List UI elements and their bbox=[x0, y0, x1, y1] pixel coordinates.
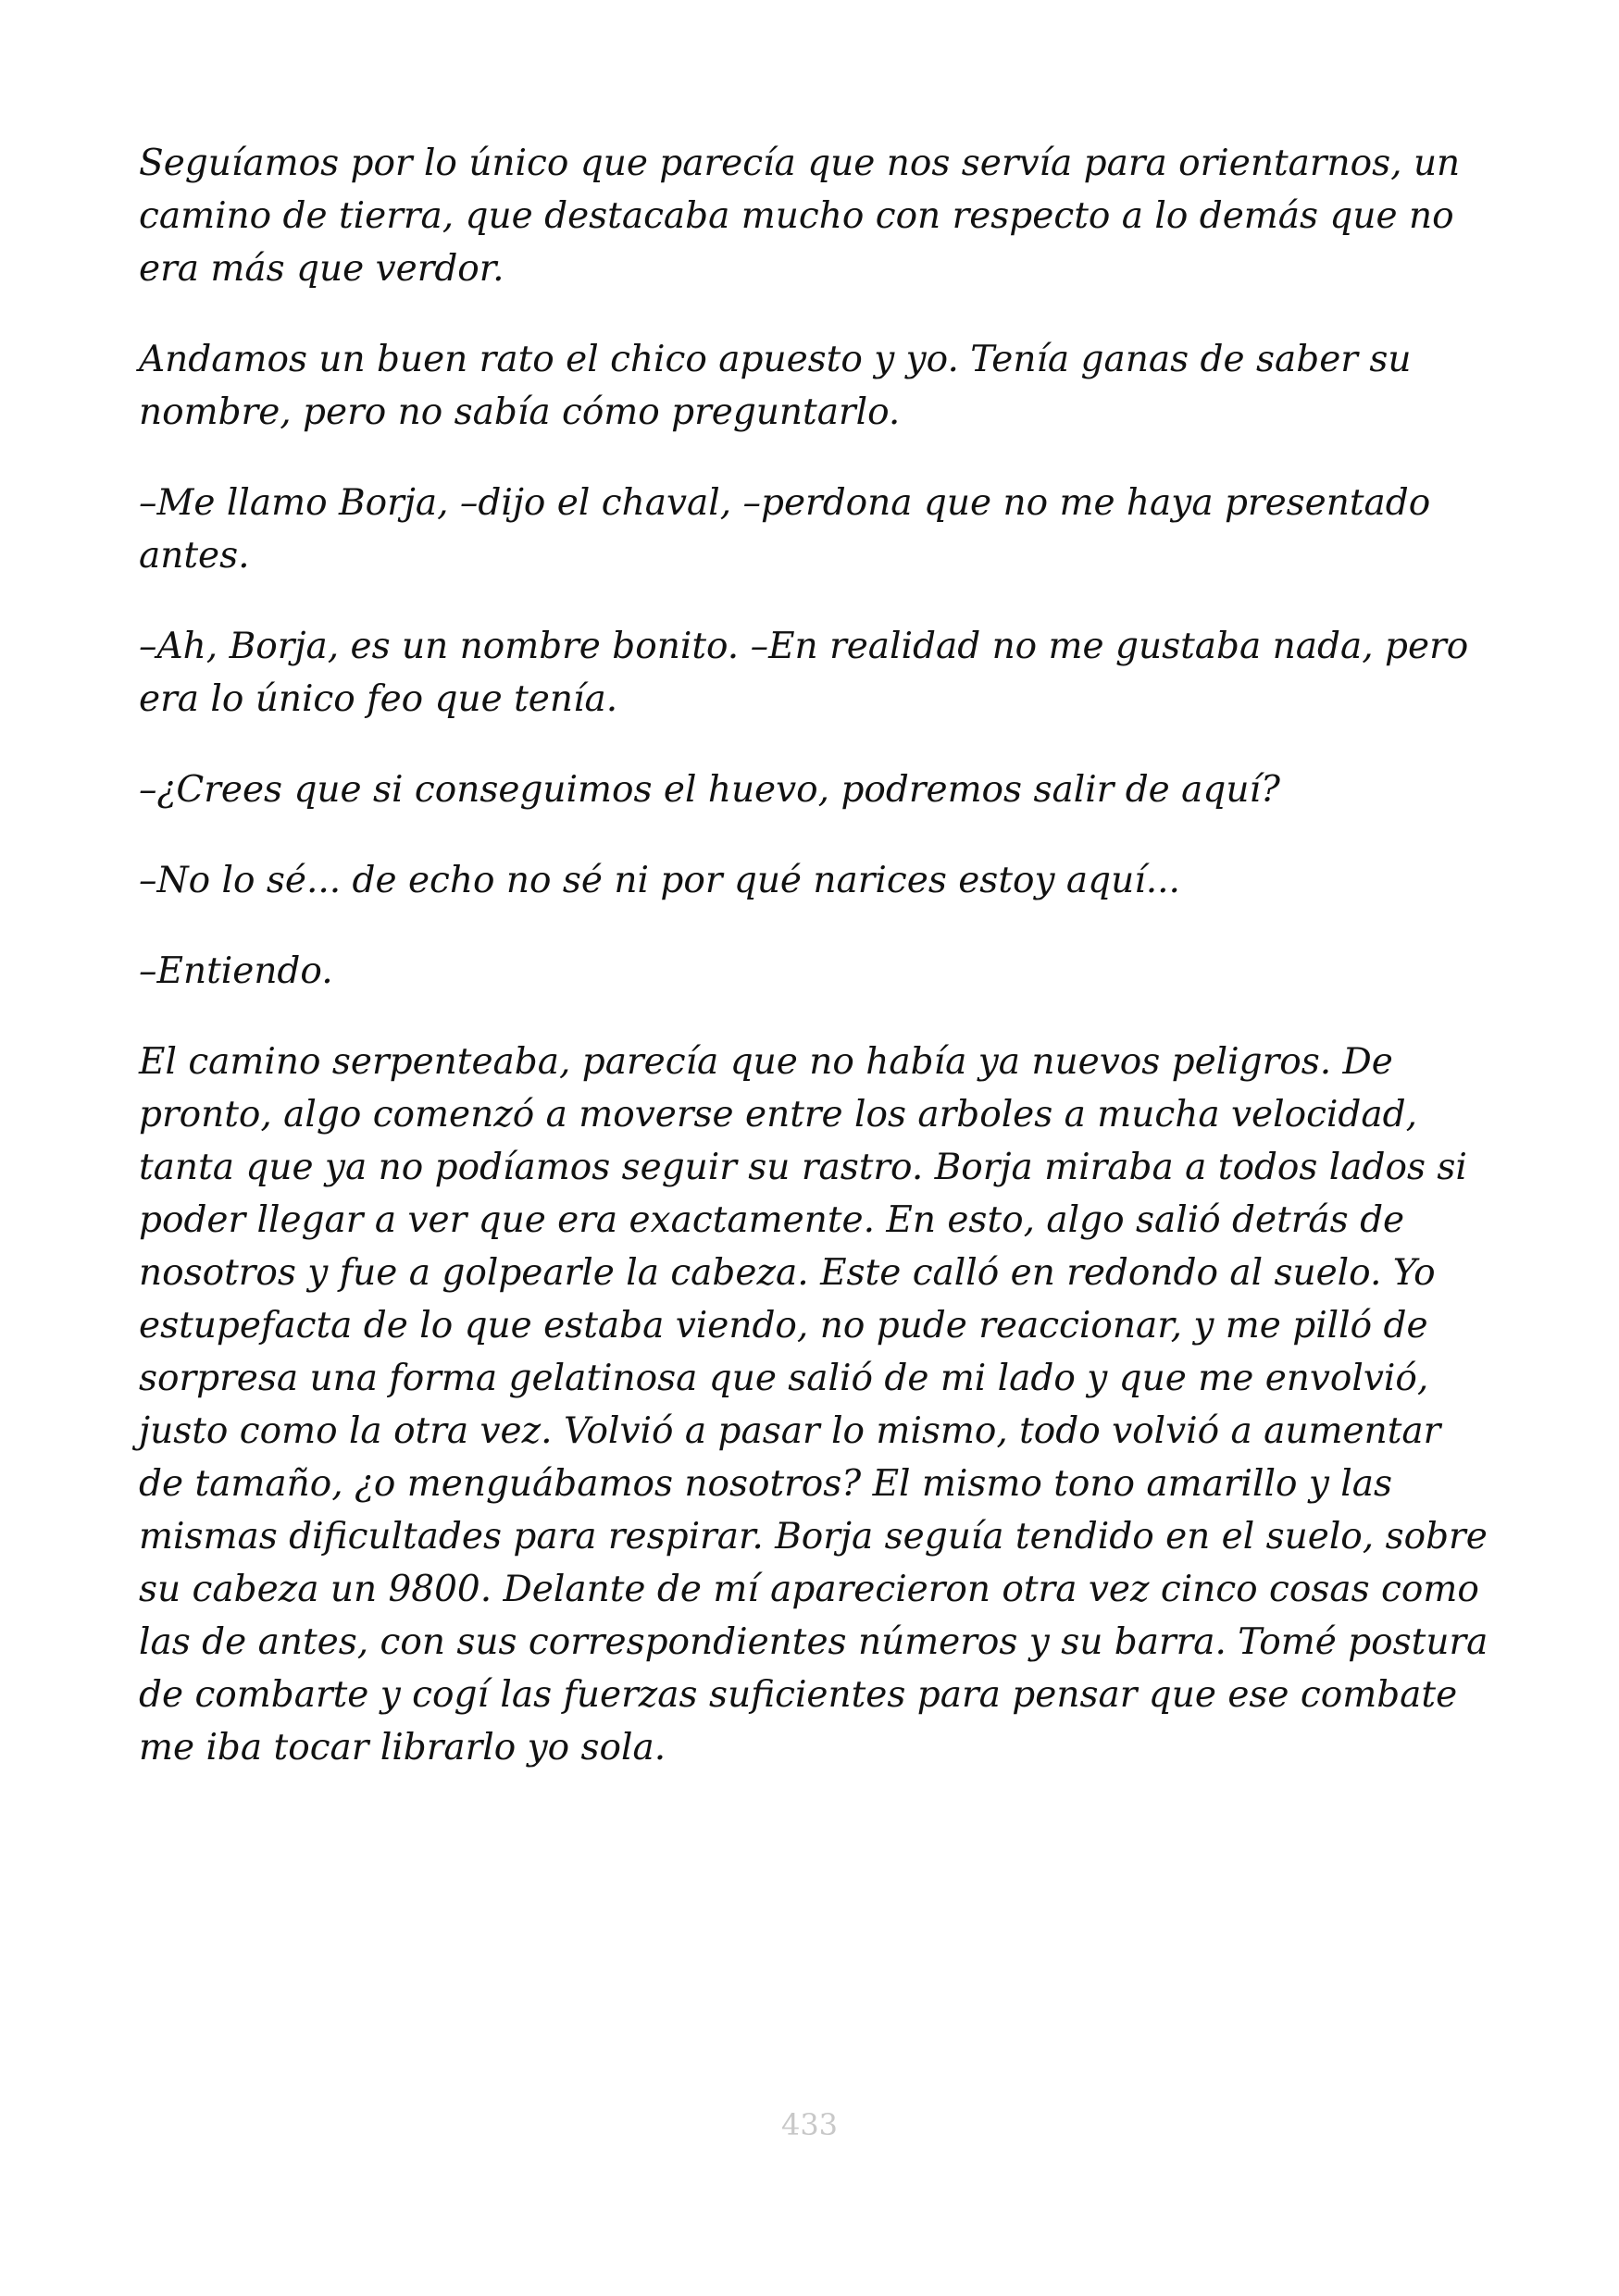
paragraph: Seguíamos por lo único que parecía que nos servía para orientarnos, un camino de tierra, que destacaba mucho con respecto a lo demás que no era más que verdor. bbox=[139, 143, 1461, 290]
paragraph: Andamos un buen rato el chico apuesto y yo. Tenía ganas de saber su nombre, pero no sabía cómo preguntarlo. bbox=[139, 339, 1412, 433]
paragraph: El camino serpenteaba, parecía que no había ya nuevos peligros. De pronto, algo comenzó a moverse entre los arboles a mucha velocidad, tanta que ya no podíamos seguir su rastro. Borja miraba a todos lados si poder llegar a ver que era exactamente. En esto, algo salió detrás de nosotros y fue a golpearle la cabeza. Este calló en redondo al suelo. Yo estupefacta de lo que estaba viendo, no pude reaccionar, y me pilló de sorpresa una forma gelatinosa que salió de mi lado y que me envolvió, justo como la otra vez. Volvió a pasar lo mismo, todo volvió a aumentar de tamaño, ¿o menguábamos nosotros? El mismo tono amarillo y las mismas dificultades para respirar. Borja seguía tendido en el suelo, sobre su cabeza un 9800. Delante de mí aparecieron otra vez cinco cosas como las de antes, con sus correspondientes números y su barra. Tomé postura de combarte y cogí las fuerzas suficientes para pensar que ese combate me iba tocar librarlo yo sola. bbox=[139, 1041, 1488, 1769]
paragraph: –No lo sé... de echo no sé ni por qué narices estoy aquí... bbox=[139, 860, 1180, 901]
body-text bbox=[139, 137, 1490, 1812]
paragraph: –¿Crees que si conseguimos el huevo, podremos salir de aquí? bbox=[139, 769, 1280, 811]
paragraph: –Entiendo. bbox=[139, 950, 333, 992]
paragraph: –Ah, Borja, es un nombre bonito. –En realidad no me gustaba nada, pero era lo único feo que tenía. bbox=[139, 626, 1469, 720]
page-number: 433 bbox=[780, 2107, 839, 2142]
paragraph: –Me llamo Borja, –dijo el chaval, –perdona que no me haya presentado antes. bbox=[139, 482, 1431, 577]
